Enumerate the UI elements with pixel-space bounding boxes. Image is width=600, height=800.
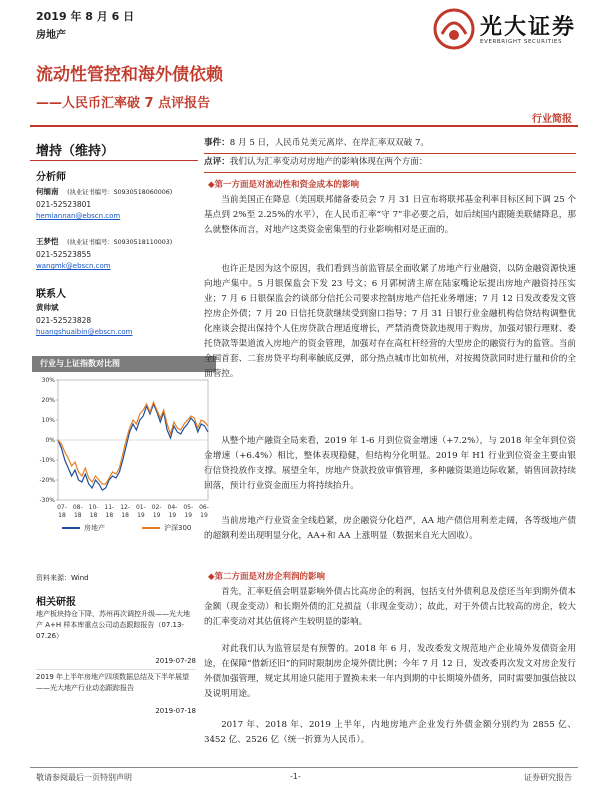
report-date: 2019 年 8 月 6 日 bbox=[36, 10, 135, 23]
analyst-card bbox=[36, 236, 172, 270]
x-tick-label: 18 bbox=[121, 512, 129, 519]
paragraph-3: 从整个地产融资全局来看，2019 年 1-6 月到位资金增速（+7.2%），与 2018 年全年到位资金增速（+6.4%）相比，整体表现稳健，但结构分化明显。2019 年 H1 行业到位资金主要由银行信贷投放作支撑。展望全年，房地产贷款投放审慎管理，多种融资渠道边际收紧，销售回款持续回落，预计行业资金面压力将持续抬升。 bbox=[204, 436, 576, 491]
x-tick-label: 08- bbox=[72, 504, 83, 511]
related-report[interactable]: 地产板块持仓下降，苏州再次调控升级——光大地产 A+H 样本库重点公司动态跟踪报告（07.13-07.26） bbox=[36, 610, 190, 640]
analyst-email-link[interactable]: wangmk@ebscn.com bbox=[36, 262, 111, 270]
chart-plot bbox=[32, 372, 216, 548]
x-tick-label: 18 bbox=[73, 512, 82, 519]
report-subtitle: ——人民币汇率破 7 点评报告 bbox=[36, 96, 211, 111]
rating-divider bbox=[30, 160, 198, 161]
page-number: -1- bbox=[290, 772, 301, 781]
analysts-heading: 分析师 bbox=[36, 172, 66, 183]
x-tick-label: 18 bbox=[105, 512, 114, 519]
y-tick-label: 0% bbox=[45, 437, 55, 444]
contact-phone: 021-52523828 bbox=[36, 316, 92, 325]
comment-label: 点评： bbox=[204, 157, 230, 167]
logo-subtext: EVERBRIGHT SECURITIES bbox=[480, 39, 563, 45]
chart-title: 行业与上证指数对比图 bbox=[40, 359, 120, 368]
paragraph-6: 对此我们认为监管层是有预警的。2018 年 6 月，发改委发文规范地产企业境外发债资金用途，在保障“借新还旧”的同时限制房企境外债比例；今年 7 月 12 日，发改委再次发文对房企发行外债加强管理，规定其用途只能用于置换未来一年内到期的中长期境外债务，同时需要加强信披以及说明用途。 bbox=[204, 644, 576, 699]
x-tick-label: 04- bbox=[167, 504, 178, 511]
footer-disclaimer: 敬请参阅最后一页特别声明 bbox=[36, 773, 132, 782]
x-tick-label: 07- bbox=[57, 504, 67, 511]
paragraph-4: 当前房地产行业资金全线趋紧，房企融资分化趋严，AA 地产债信用利差走阔，各等级地产债的超额利差出现明显分化，AA+和 AA 上涨明显（数据来自光大固收）。 bbox=[204, 516, 576, 541]
section-1-title: ◆第一方面是对流动性和资金成本的影响 bbox=[208, 180, 360, 190]
x-tick-label: 06- bbox=[199, 504, 209, 511]
analyst-phone: 021-52523801 bbox=[36, 200, 92, 209]
chart-header bbox=[32, 356, 216, 372]
x-tick-label: 10- bbox=[88, 504, 99, 511]
chart-source: 资料来源：Wind bbox=[36, 574, 89, 582]
x-tick-label: 18 bbox=[89, 512, 98, 519]
related-date: 2019-07-18 bbox=[155, 707, 196, 715]
paragraph-7: 2017 年、2018 年、2019 上半年，内地房地产企业发行外债金额分别约为 2855 亿、3452 亿、2526 亿（统一折算为人民币）。 bbox=[204, 720, 576, 745]
analyst-name: 王梦恺 bbox=[36, 237, 59, 246]
analyst-cert: (执业证书编号：S0930518110003) bbox=[67, 239, 173, 246]
company-logo bbox=[432, 8, 577, 50]
related-report[interactable]: 2019 年上半年房地产四项数据总结及下半年展望——光大地产行业动态跟踪报告 bbox=[36, 673, 190, 692]
section-2-title: ◆第二方面是对房企利润的影响 bbox=[208, 572, 326, 582]
rating: 增持（维持） bbox=[36, 144, 115, 159]
y-tick-label: 20% bbox=[41, 397, 55, 404]
series-line bbox=[58, 402, 208, 484]
x-tick-label: 19 bbox=[200, 512, 208, 519]
x-tick-label: 19 bbox=[152, 512, 161, 519]
footer-report-type: 证券研究报告 bbox=[524, 773, 572, 782]
x-tick-label: 05- bbox=[183, 504, 194, 511]
contact-name: 黄帅斌 bbox=[36, 303, 59, 312]
event-divider bbox=[204, 153, 576, 154]
logo-text: 光大证券 bbox=[480, 14, 577, 40]
comment-line bbox=[204, 155, 576, 170]
analyst-cert: (执业证书编号：S0930518060006) bbox=[67, 189, 173, 196]
report-category: 房地产 bbox=[36, 30, 66, 41]
contact-email-link[interactable]: huangshuaibin@ebscn.com bbox=[36, 328, 133, 336]
related-heading: 相关研报 bbox=[36, 597, 76, 608]
x-tick-label: 01- bbox=[135, 504, 146, 511]
contact-card bbox=[36, 302, 132, 336]
report-title: 流动性管控和海外债依赖 bbox=[36, 65, 223, 85]
x-tick-label: 18 bbox=[58, 512, 66, 519]
report-type: 行业简报 bbox=[532, 114, 572, 125]
y-tick-label: -20% bbox=[39, 477, 55, 484]
event-label: 事件： bbox=[204, 138, 230, 148]
legend-label: 沪深300 bbox=[164, 524, 192, 532]
paragraph-5: 首先，汇率贬值会明显影响外债占比高房企的利润，包括支付外债利息及偿还当年到期外债本金额（现金变动）和长期外债的汇兑损益（非现金变动）；故此，对于外债占比较高的房企，较大的汇率变动对其估值将产生较明显的影响。 bbox=[204, 587, 576, 627]
title-divider bbox=[30, 125, 578, 127]
analyst-card bbox=[36, 186, 172, 220]
x-tick-label: 19 bbox=[184, 512, 193, 519]
y-tick-label: -10% bbox=[39, 457, 55, 464]
y-tick-label: 30% bbox=[41, 377, 55, 384]
paragraph-1: 当前美国正在降息（美国联邦储备委员会 7 月 31 日宣布将联邦基金利率目标区间下调 25 个基点到 2%至 2.25%的水平），在人民币汇率“守 7”非必要之后，如后续国内跟随美联储降息，那么就整体而言，对地产这类资金密集型的行业影响相对是正面的。 bbox=[204, 195, 576, 235]
paragraph-2: 也许正是因为这个原因，我们看到当前监管层全面收紧了房地产行业融资，以防金融资源快速向地产集中。5 月银保监会下发 23 号文；6 月郭树清主席在陆家嘴论坛提出房地产融资持压实业；7 月 6 日银保监会约谈部分信托公司要求控制房地产信托业务增速；7 月 12 日发改委发文管控房企外债；7 月 20 日信托贷款继续受到窗口指导；7 月 31 日银行业金融机构信贷结构调整优化座谈会提出保持个人住房贷款合理适度增长，严禁消费贷款违规用于购房，加强对银行理财、委托贷款等渠道流入房地产的资金管理，加强对存在高杠杆经营的大型房企的融资行为的监管。当前全国首套、二套房贷平均利率触底反弹，部分热点城市比如杭州，对按揭贷款同时进行量和价的全面管控。 bbox=[204, 264, 576, 379]
y-tick-label: -30% bbox=[39, 497, 55, 504]
related-divider bbox=[36, 669, 196, 670]
analyst-email-link[interactable]: hemiannan@ebscn.com bbox=[36, 212, 121, 220]
analyst-name: 何缅南 bbox=[36, 187, 59, 196]
y-tick-label: 10% bbox=[41, 417, 55, 424]
legend-label: 房地产 bbox=[84, 524, 105, 532]
x-tick-label: 19 bbox=[137, 512, 145, 519]
x-tick-label: 11- bbox=[104, 504, 115, 511]
footer-divider bbox=[30, 767, 578, 768]
comment-divider bbox=[204, 172, 576, 173]
event-text: 8 月 5 日，人民币兑美元离岸、在岸汇率双双破 7。 bbox=[229, 138, 430, 148]
comment-text: 我们认为汇率变动对房地产的影响体现在两个方面： bbox=[229, 157, 428, 167]
analyst-phone: 021-52523855 bbox=[36, 250, 92, 259]
related-date: 2019-07-28 bbox=[155, 657, 196, 665]
event-line bbox=[204, 136, 576, 151]
x-tick-label: 19 bbox=[168, 512, 177, 519]
x-tick-label: 12- bbox=[120, 504, 131, 511]
x-tick-label: 02- bbox=[151, 504, 162, 511]
contact-heading: 联系人 bbox=[36, 289, 66, 300]
logo-mark-icon bbox=[432, 8, 476, 50]
series-line bbox=[58, 404, 208, 490]
industry-chart bbox=[32, 356, 216, 548]
